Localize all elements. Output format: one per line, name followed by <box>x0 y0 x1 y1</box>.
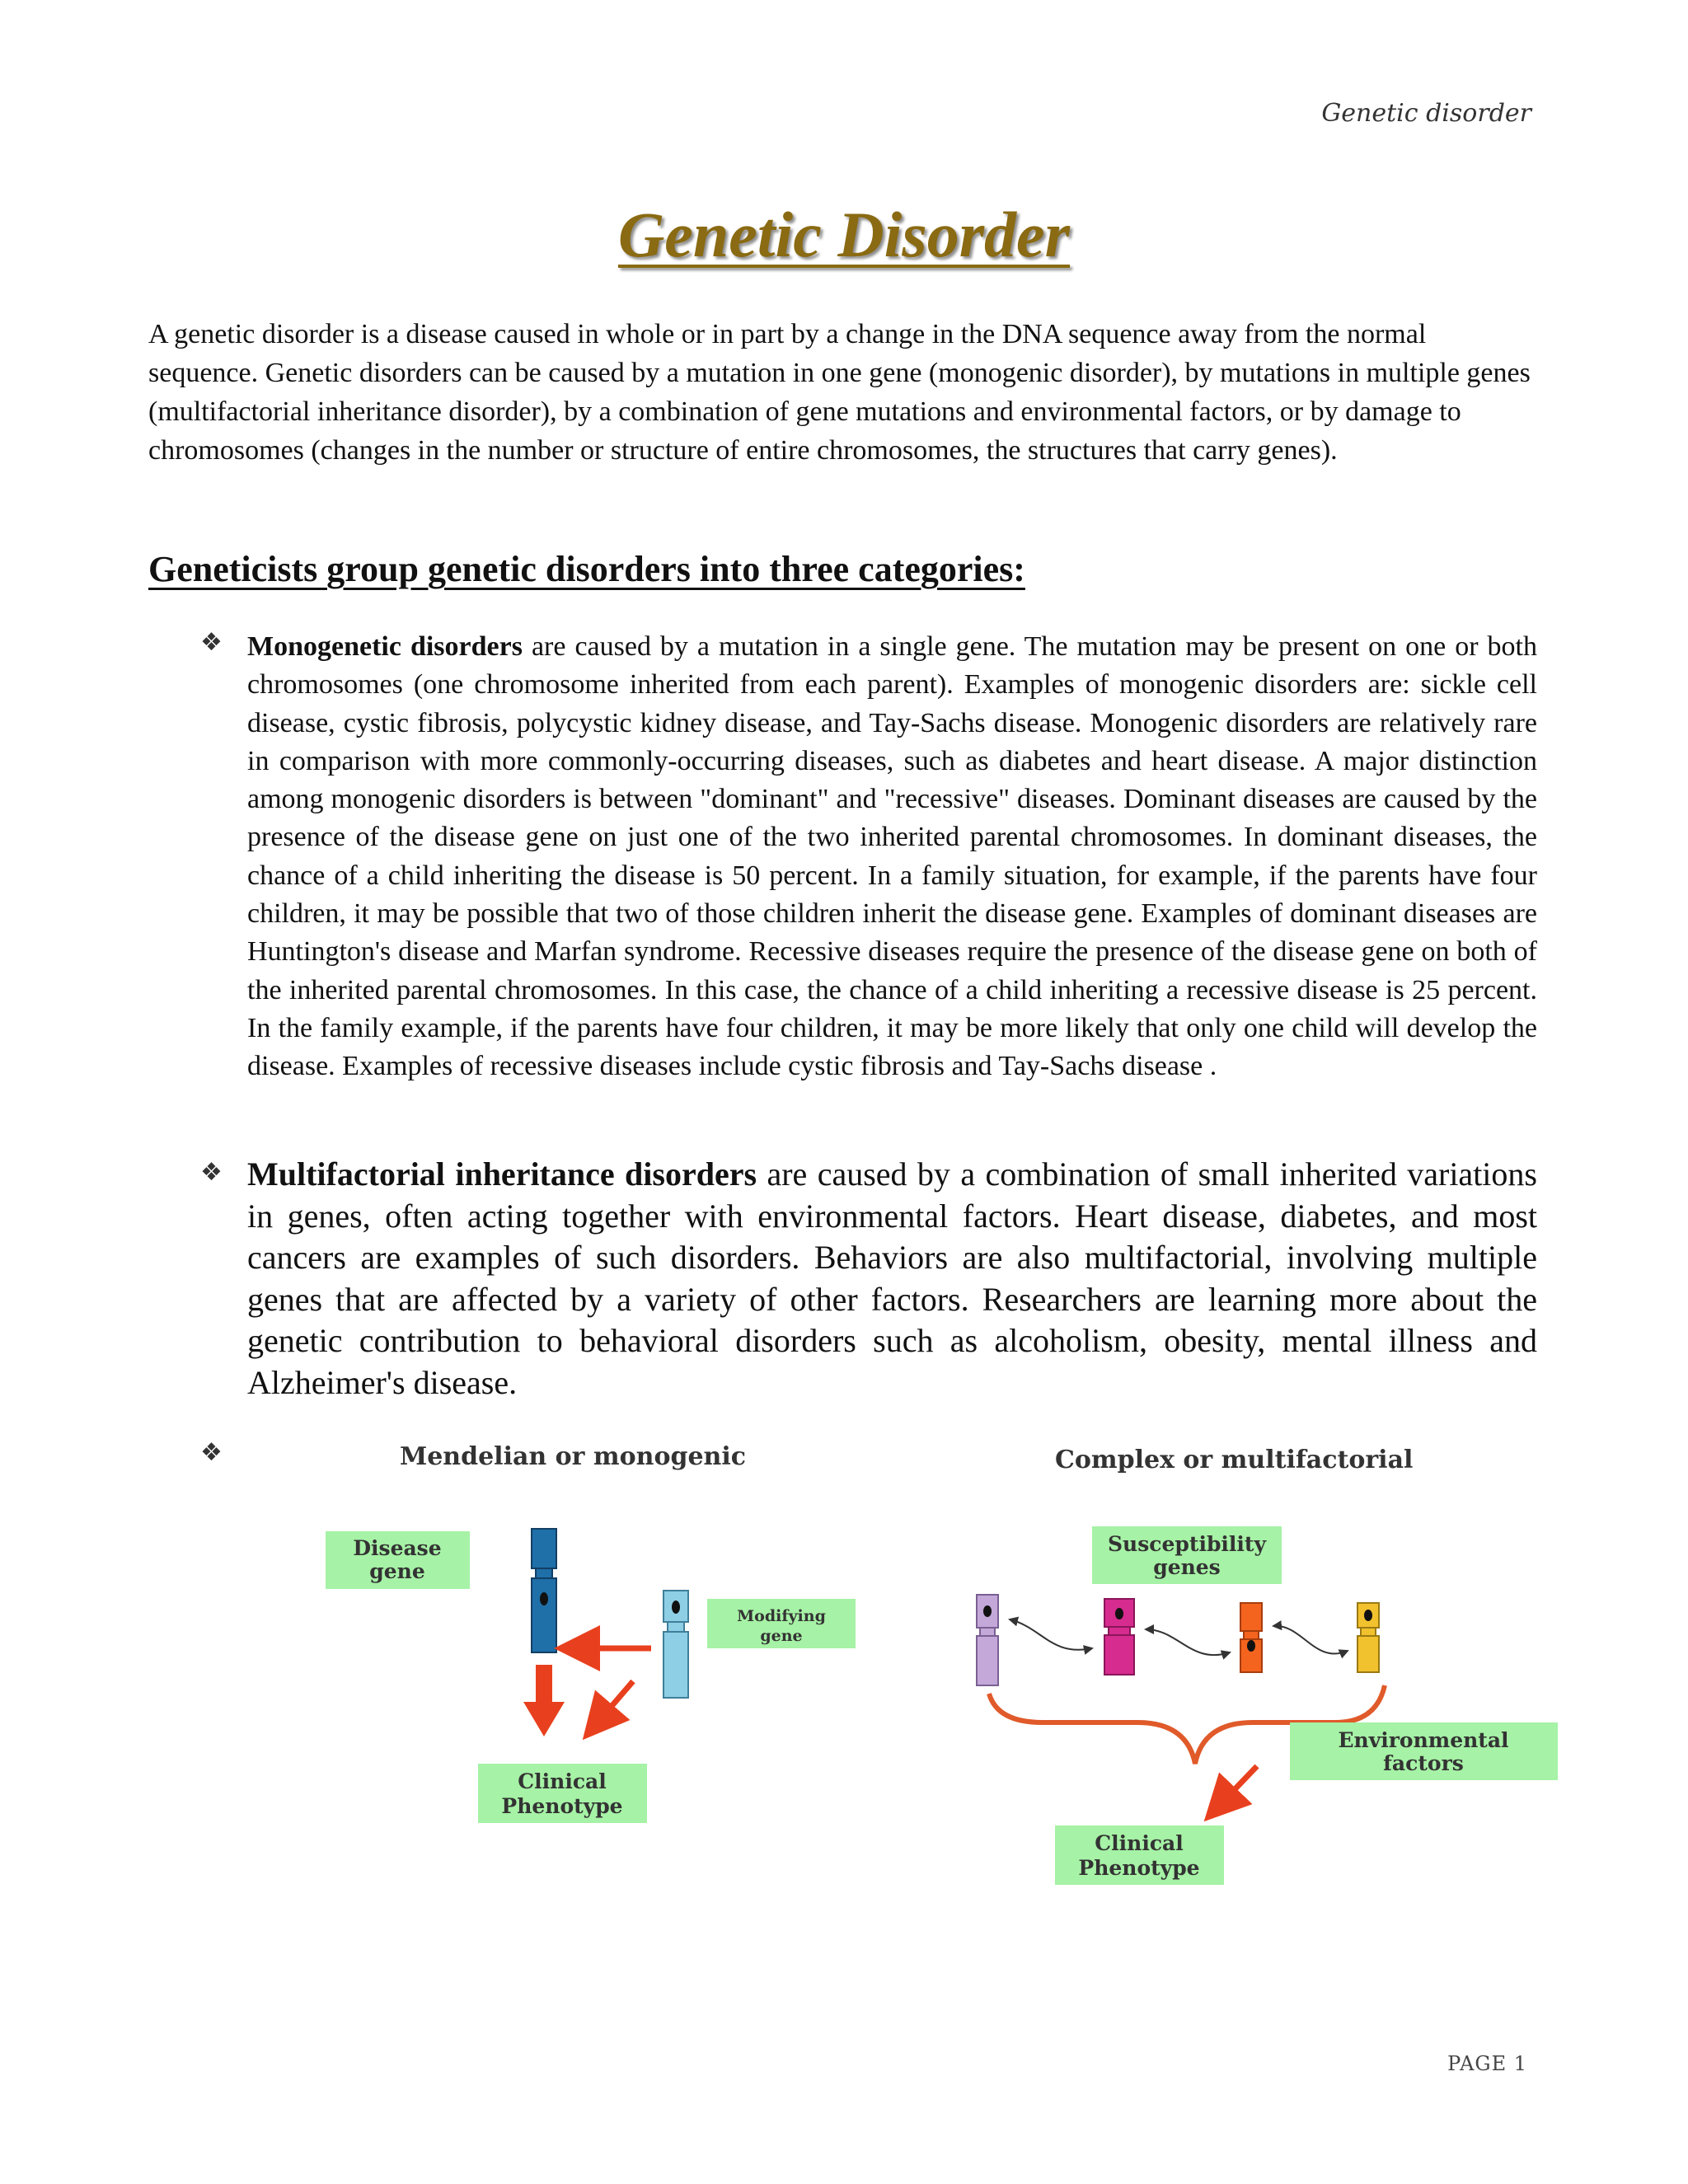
modifying-gene-label: gene <box>760 1627 803 1645</box>
right-clinical-phenotype-label: Clinical <box>1095 1831 1184 1855</box>
left-clinical-phenotype-label: Clinical <box>518 1769 607 1793</box>
list-item-term: Monogenetic disorders <box>247 631 523 662</box>
intro-paragraph: A genetic disorder is a disease caused in whole or in part by a change in the DNA sequence away from the normal sequence. Genetic disorders can be caused by a mutation in one gene (monogenic disorder), by mutations in multiple genes (multifactorial inheritance disorder), by a combination of gene mutations and environmental factors, or by damage to chromosomes (changes in the number or structure of entire chromosomes, the structures that carry genes). <box>148 319 1531 466</box>
disease-gene-label: Disease <box>353 1536 442 1560</box>
list-item-monogenetic <box>247 628 1537 1086</box>
interaction-arrow <box>1273 1626 1348 1654</box>
susceptibility-genes-label: Susceptibility <box>1107 1532 1267 1556</box>
list-item-body: are caused by a combination of small inherited variations in genes, often acting together with environmental factors. Heart disease, diabetes, and most cancers are examples of such disorders. Behaviors are also multifactorial, involving multiple genes that are affected by a variety of other factors. Researchers are learning more about the genetic contribution to behavioral disorders such as alcoholism, obesity, mental illness and Alzheimer's disease. <box>247 1155 1537 1401</box>
list-item-body: are caused by a mutation in a single gene. The mutation may be present on one or both chromosomes (one chromosome inherited from each parent). Examples of monogenic disorders are: sickle cell disease, cystic fibrosis, polycystic kidney disease, and Tay-Sachs disease. Monogenic disorders are relatively rare in comparison with more commonly-occurring diseases, such as diabetes and heart disease. A major distinction among monogenic disorders is between "dominant" and "recessive" diseases. Dominant diseases are caused by the presence of the disease gene on just one of the two inherited parental chromosomes. In dominant diseases, the chance of a child inheriting the disease is 50 percent. In a family situation, for example, if the parents have four children, it may be possible that two of those children inherit the disease gene. Examples of dominant diseases are Huntington's disease and Marfan syndrome. Recessive diseases require the presence of the disease gene on both of the inherited parental chromosomes. In this case, the chance of a child inheriting a recessive disease is 25 percent. In the family example, if the parents have four children, it may be more likely that only one child will develop the disease. Examples of recessive diseases include cystic fibrosis and Tay-Sachs disease . <box>247 631 1538 1082</box>
arrow-to-right-phenotype <box>1220 1766 1257 1805</box>
modifying-gene-label: Modifying <box>737 1607 826 1625</box>
right-panel-title: Complex or multifactorial <box>1055 1446 1414 1474</box>
section-heading: Geneticists group genetic disorders into three categories: <box>148 549 1025 589</box>
right-clinical-phenotype-label: Phenotype <box>1078 1856 1200 1880</box>
gene-magenta <box>1104 1599 1134 1675</box>
gene-yellow <box>1357 1603 1379 1672</box>
arrow-diagonal <box>598 1681 633 1722</box>
list-item-multifactorial <box>247 1154 1537 1404</box>
arrow-down-shaft <box>536 1665 552 1706</box>
disease-gene-label: gene <box>369 1559 425 1583</box>
bullet-icon: ❖ <box>200 1438 223 1467</box>
gene-purple <box>977 1595 998 1685</box>
modifying-gene-chromosome <box>663 1591 688 1698</box>
figure-svg <box>231 1438 1566 1908</box>
interaction-arrow <box>1146 1629 1230 1655</box>
bullet-icon: ❖ <box>200 628 223 657</box>
environmental-factors-label: Environmental <box>1338 1728 1509 1752</box>
document-title: Genetic Disorder <box>617 199 1071 270</box>
interaction-arrow <box>1010 1619 1092 1650</box>
susceptibility-genes-label: genes <box>1153 1555 1221 1579</box>
running-header: Genetic disorder <box>1321 99 1531 128</box>
page-number: PAGE 1 <box>1447 2052 1527 2075</box>
bullet-icon: ❖ <box>200 1158 223 1187</box>
left-clinical-phenotype-label: Phenotype <box>501 1794 623 1818</box>
environmental-factors-label: factors <box>1383 1751 1464 1775</box>
list-item-term: Multifactorial inheritance disorders <box>247 1155 757 1193</box>
gene-orange <box>1240 1603 1262 1672</box>
genetic-model-figure <box>231 1438 1566 1908</box>
disease-gene-chromosome <box>532 1529 556 1652</box>
left-panel-title: Mendelian or monogenic <box>400 1442 747 1471</box>
arrow-down-head <box>523 1702 565 1736</box>
